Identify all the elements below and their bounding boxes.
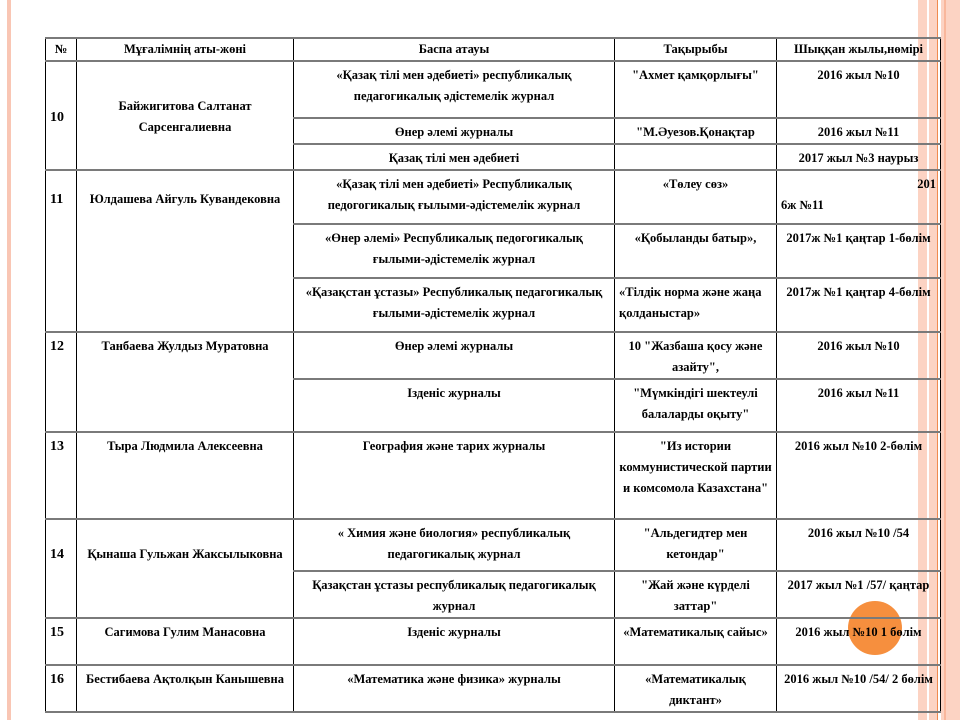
teacher-name: Байжигитова Салтанат Сарсенгалиевна bbox=[77, 61, 294, 170]
table-row bbox=[46, 432, 941, 519]
table-row bbox=[46, 618, 941, 665]
year-cell: 2016 жыл №10 2-бөлім bbox=[777, 432, 941, 519]
table-row bbox=[46, 170, 941, 224]
edition-cell: Өнер әлемі журналы bbox=[294, 118, 615, 144]
right-decorative-stripe bbox=[944, 0, 946, 720]
topic-cell: «Математикалық сайыс» bbox=[615, 618, 777, 665]
row-number: 12 bbox=[46, 332, 77, 432]
edition-cell: «Өнер әлемі» Республикалық педогогикалық ғылыми-әдістемелік журнал bbox=[294, 224, 615, 278]
teacher-name: Юлдашева Айгуль Куванд​ековна bbox=[77, 170, 294, 332]
table-row bbox=[46, 665, 941, 712]
topic-cell: «Төлеу сөз» bbox=[615, 170, 777, 224]
topic-cell: 10 "Жазбаша қосу және азайту", bbox=[615, 332, 777, 379]
teacher-name: Бестибаева Ақтолқын Канышевна bbox=[77, 665, 294, 712]
table-header-row bbox=[46, 38, 941, 61]
year-line-1: 201 bbox=[917, 177, 936, 191]
edition-cell: «Қазақ тілі мен әдебиеті» республикалық педагогикалық әдістемелік журнал bbox=[294, 61, 615, 118]
publications-table bbox=[45, 37, 940, 713]
topic-cell bbox=[615, 144, 777, 170]
topic-cell: "Из истории коммунистической партии и комсомола Казахстана" bbox=[615, 432, 777, 519]
year-cell: 2017ж №1 қаңтар 4-бөлім bbox=[777, 278, 941, 332]
edition-cell: Өнер әлемі журналы bbox=[294, 332, 615, 379]
edition-cell: « Химия және биология» республикалық педагогикалық журнал bbox=[294, 519, 615, 571]
topic-cell: "Мүмкіндігі шектеулі балаларды оқыту" bbox=[615, 379, 777, 432]
year-cell: 2016 жыл №11 bbox=[777, 379, 941, 432]
header-year-number: Шыққан жылы,нөмірі bbox=[777, 38, 941, 61]
topic-cell: «Тілдік норма және жаңа қолданыстар» bbox=[615, 278, 777, 332]
topic-cell: "Ахмет қамқорлығы" bbox=[615, 61, 777, 118]
topic-cell: "М.Әуезов.Қонақтар bbox=[615, 118, 777, 144]
left-decorative-stripe bbox=[7, 0, 11, 720]
edition-cell: Қазақ тілі мен әдебиеті bbox=[294, 144, 615, 170]
year-cell: 2016 жыл №11 bbox=[777, 118, 941, 144]
year-cell: 2016 жыл №10 /54 bbox=[777, 519, 941, 571]
year-cell: 2016 жыл №10 bbox=[777, 61, 941, 118]
row-number: 10 bbox=[46, 61, 77, 170]
year-cell: 2017 жыл №1 /57/ қаңтар bbox=[777, 571, 941, 618]
teacher-name: Сагимова Гулим Манасовна bbox=[77, 618, 294, 665]
topic-cell: "Альдегидтер мен кетондар" bbox=[615, 519, 777, 571]
year-line-2: 6ж №11 bbox=[781, 198, 824, 212]
edition-cell: «Қазақстан ұстазы» Республикалық педагогикалық ғылыми-әдістемелік журнал bbox=[294, 278, 615, 332]
edition-cell: Қазақстан ұстазы республикалық педагогикалық журнал bbox=[294, 571, 615, 618]
table-row bbox=[46, 61, 941, 118]
row-number: 14 bbox=[46, 519, 77, 618]
year-cell: 2016 жыл №10 bbox=[777, 332, 941, 379]
teacher-name: Танбаева Жулдыз Муратовна bbox=[77, 332, 294, 432]
topic-cell: «Математикалық диктант» bbox=[615, 665, 777, 712]
edition-cell: «Қазақ тілі мен әдебиеті» Республикалық педогогикалық ғылыми-әдістемелік журнал bbox=[294, 170, 615, 224]
table-row bbox=[46, 332, 941, 379]
edition-cell: «Математика және физика» журналы bbox=[294, 665, 615, 712]
teacher-name: Қынаша Гульжан Жаксылыковна bbox=[77, 519, 294, 618]
row-number: 15 bbox=[46, 618, 77, 665]
teacher-name: Тыра Людмила Алексеевна bbox=[77, 432, 294, 519]
year-cell: 2016 жыл №10 1 бөлім bbox=[777, 618, 941, 665]
topic-cell: "Жай және күрделі заттар" bbox=[615, 571, 777, 618]
edition-cell: Ізденіс журналы bbox=[294, 618, 615, 665]
edition-cell: Ізденіс журналы bbox=[294, 379, 615, 432]
year-cell bbox=[777, 170, 941, 224]
row-number: 13 bbox=[46, 432, 77, 519]
header-teacher-name: Мұғалімнің аты-жөні bbox=[77, 38, 294, 61]
year-cell: 2017ж №1 қаңтар 1-бөлім bbox=[777, 224, 941, 278]
year-cell: 2017 жыл №3 наурыз bbox=[777, 144, 941, 170]
topic-cell: «Қобыланды батыр», bbox=[615, 224, 777, 278]
row-number: 16 bbox=[46, 665, 77, 712]
header-topic: Тақырыбы bbox=[615, 38, 777, 61]
header-num: № bbox=[46, 38, 77, 61]
row-number: 11 bbox=[46, 170, 77, 332]
year-cell: 2016 жыл №10 /54/ 2 бөлім bbox=[777, 665, 941, 712]
table-row bbox=[46, 519, 941, 571]
header-edition: Баспа атауы bbox=[294, 38, 615, 61]
edition-cell: География және тарих журналы bbox=[294, 432, 615, 519]
